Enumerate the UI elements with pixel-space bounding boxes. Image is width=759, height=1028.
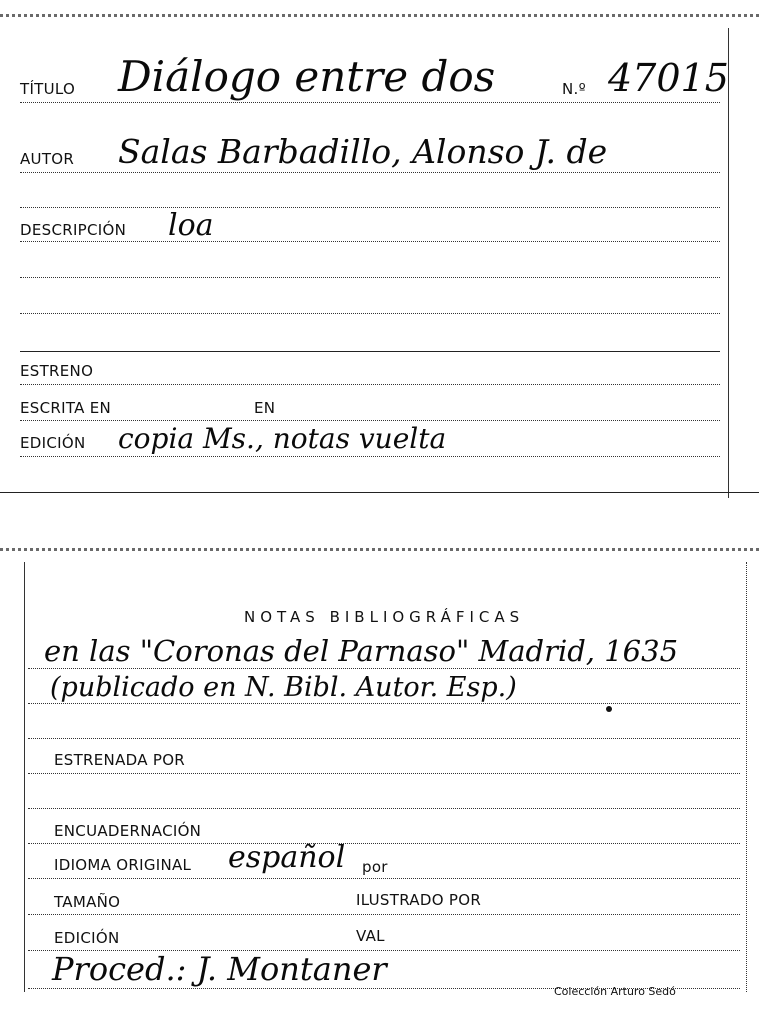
estreno-line bbox=[20, 384, 720, 385]
ilustrado-por-label: ILUSTRADO POR bbox=[356, 891, 482, 909]
edicion-label: EDICIÓN bbox=[20, 434, 86, 452]
blank-line-3 bbox=[20, 313, 720, 314]
edicion-value: copia Ms., notas vuelta bbox=[118, 422, 447, 455]
descripcion-value: loa bbox=[168, 208, 214, 243]
titulo-line bbox=[20, 102, 720, 103]
notes-line-2 bbox=[28, 703, 740, 704]
card-bottom-edge bbox=[0, 548, 759, 555]
escrita-line bbox=[20, 420, 720, 421]
notes-line-3 bbox=[28, 738, 740, 739]
estrenada-por-label: ESTRENADA POR bbox=[54, 751, 186, 769]
idioma-original-value: español bbox=[228, 840, 346, 875]
idioma-original-label: IDIOMA ORIGINAL bbox=[54, 856, 192, 874]
card-bottom-right-border bbox=[746, 562, 747, 992]
descripcion-label: DESCRIPCIÓN bbox=[20, 221, 127, 239]
collection-footer: Colección Arturo Sedó bbox=[554, 985, 676, 998]
escrita-en-label: ESCRITA EN bbox=[20, 399, 112, 417]
titulo-label: TÍTULO bbox=[20, 80, 76, 98]
descripcion-line bbox=[20, 241, 720, 242]
ink-dot bbox=[606, 706, 612, 712]
edicion-line bbox=[20, 456, 720, 457]
autor-line bbox=[20, 172, 720, 173]
encuadernacion-line bbox=[28, 843, 740, 844]
titulo-value: Diálogo entre dos bbox=[118, 52, 496, 101]
note-line-1: en las "Coronas del Parnaso" Madrid, 1635 bbox=[44, 634, 679, 668]
card-bottom-left-border bbox=[24, 562, 25, 992]
autor-label: AUTOR bbox=[20, 150, 75, 168]
estrenada-line bbox=[28, 773, 740, 774]
idioma-line bbox=[28, 878, 740, 879]
numero-label: N.º bbox=[562, 80, 586, 98]
tamano-label: TAMAÑO bbox=[54, 893, 121, 911]
en-label: EN bbox=[254, 399, 276, 417]
notas-heading: NOTAS BIBLIOGRÁFICAS bbox=[244, 608, 525, 626]
valor-label: VAL bbox=[356, 927, 385, 945]
card-top-edge bbox=[0, 14, 759, 21]
notes-line-1 bbox=[28, 668, 740, 669]
card-top-bottom-edge bbox=[0, 492, 759, 493]
encuadernacion-label: ENCUADERNACIÓN bbox=[54, 822, 202, 840]
edicion2-label: EDICIÓN bbox=[54, 929, 120, 947]
autor-value: Salas Barbadillo, Alonso J. de bbox=[118, 132, 608, 171]
numero-value: 47015 bbox=[608, 56, 729, 100]
note-line-2: (publicado en N. Bibl. Autor. Esp.) bbox=[50, 672, 517, 703]
blank-line-2 bbox=[20, 277, 720, 278]
blank-line-4 bbox=[20, 351, 720, 352]
estreno-label: ESTRENO bbox=[20, 362, 94, 380]
por-label: por bbox=[362, 858, 388, 876]
procedencia-value: Proced.: J. Montaner bbox=[52, 950, 387, 988]
blank-line-1 bbox=[20, 207, 720, 208]
blank-line-5 bbox=[28, 808, 740, 809]
tamano-line bbox=[28, 914, 740, 915]
